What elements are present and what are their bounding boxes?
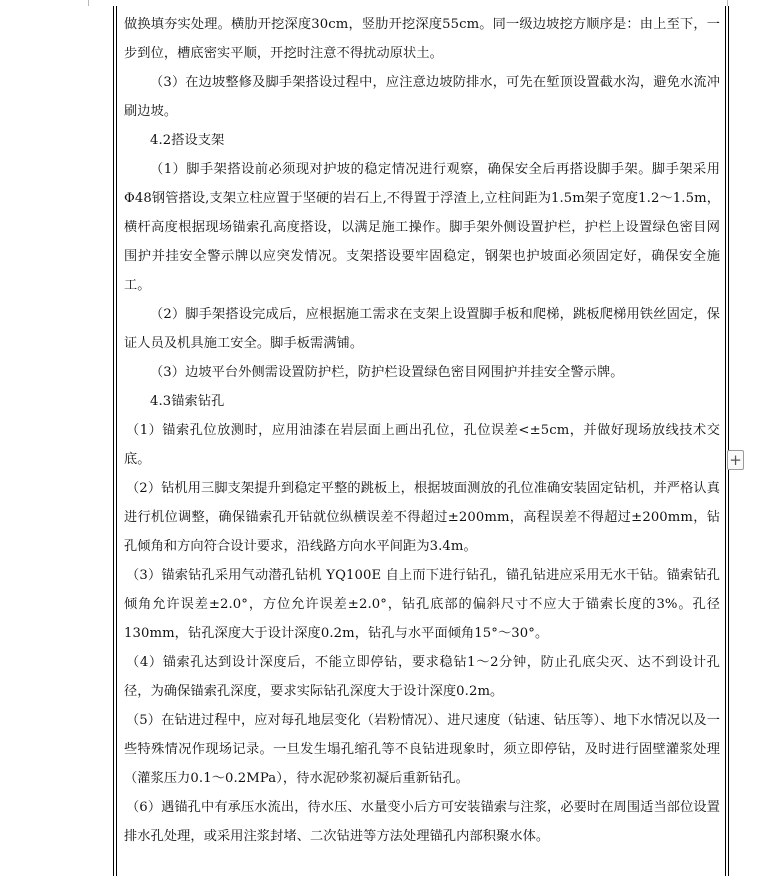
paragraph[interactable]: （2）钻机用三脚支架提升到稳定平整的跳板上，根据坡面测放的孔位准确安装固定钻机，并严格认真进行机位调整，确保锚索孔开钻就位纵横误差不得超过±200mm，高程误差不得超过±200mm，钻孔倾角和方向符合设计要求，沿线路方向水平间距为3.4m。	[124, 481, 720, 554]
paragraph[interactable]: （3）在边坡整修及脚手架搭设过程中，应注意边坡防排水，可先在堑顶设置截水沟，避免水流冲刷边坡。	[124, 75, 720, 119]
paragraph[interactable]: （1）脚手架搭设前必须现对护坡的稳定情况进行观察，确保安全后再搭设脚手架。脚手架采用Φ48钢管搭设,支架立柱应置于坚硬的岩石上,不得置于浮渣上,立柱间距为1.5m架子宽度1.2～1.5m，横杆高度根据现场锚索孔高度搭设，以满足施工操作。脚手架外侧设置护栏，护栏上设置绿色密目网围护并挂安全警示牌以应突发情况。支架搭设要牢固稳定，钢架也护坡面必须固定好，确保安全施工。	[124, 162, 720, 293]
paragraph[interactable]: （1）锚索孔位放测时，应用油漆在岩层面上画出孔位，孔位误差<±5cm，并做好现场放线技术交底。	[124, 423, 720, 467]
document-body[interactable]	[124, 10, 720, 851]
paragraph[interactable]: （2）脚手架搭设完成后，应根据施工需求在支架上设置脚手板和爬梯，跳板爬梯用铁丝固定，保证人员及机具施工安全。脚手板需满铺。	[124, 307, 720, 351]
table-border-left	[113, 6, 114, 876]
add-row-button[interactable]: +	[727, 450, 744, 470]
paragraph[interactable]: （3）边坡平台外侧需设置防护栏，防护栏设置绿色密目网围护并挂安全警示牌。	[150, 365, 624, 380]
table-border-right	[728, 6, 729, 876]
section-heading[interactable]: 4.2搭设支架	[150, 133, 225, 148]
section-heading[interactable]: 4.3锚索钻孔	[150, 394, 225, 409]
paragraph[interactable]: （5）在钻进过程中，应对每孔地层变化（岩粉情况）、进尺速度（钻速、钻压等）、地下水情况以及一些特殊情况作现场记录。一旦发生塌孔缩孔等不良钻进现象时，须立即停钻，及时进行固壁灌浆处理（灌浆压力0.1～0.2MPa），待水泥砂浆初凝后重新钻孔。	[124, 713, 720, 786]
paragraph[interactable]: （3）锚索钻孔采用气动潜孔钻机 YQ100E 自上而下进行钻孔，锚孔钻进应采用无水干钻。锚索钻孔倾角允许误差±2.0°，方位允许误差±2.0°，钻孔底部的偏斜尺寸不应大于锚索长度的3%。孔径130mm，钻孔深度大于设计深度0.2m，钻孔与水平面倾角15°～30°。	[124, 568, 720, 641]
paragraph[interactable]: （6）遇锚孔中有承压水流出，待水压、水量变小后方可安装锚索与注浆，必要时在周围适当部位设置排水孔处理，或采用注浆封堵、二次钻进等方法处理锚孔内部积聚水体。	[124, 800, 720, 844]
paragraph[interactable]: （4）锚索孔达到设计深度后，不能立即停钻，要求稳钻1～2分钟，防止孔底尖灭、达不到设计孔径，为确保锚索孔深度，要求实际钻孔深度大于设计深度0.2m。	[124, 655, 720, 699]
paragraph[interactable]: 做换填夯实处理。横肋开挖深度30cm，竖肋开挖深度55cm。同一级边坡挖方顺序是：由上至下，一步到位，槽底密实平顺，开挖时注意不得扰动原状土。	[124, 17, 720, 61]
crop-mark	[88, 0, 89, 6]
